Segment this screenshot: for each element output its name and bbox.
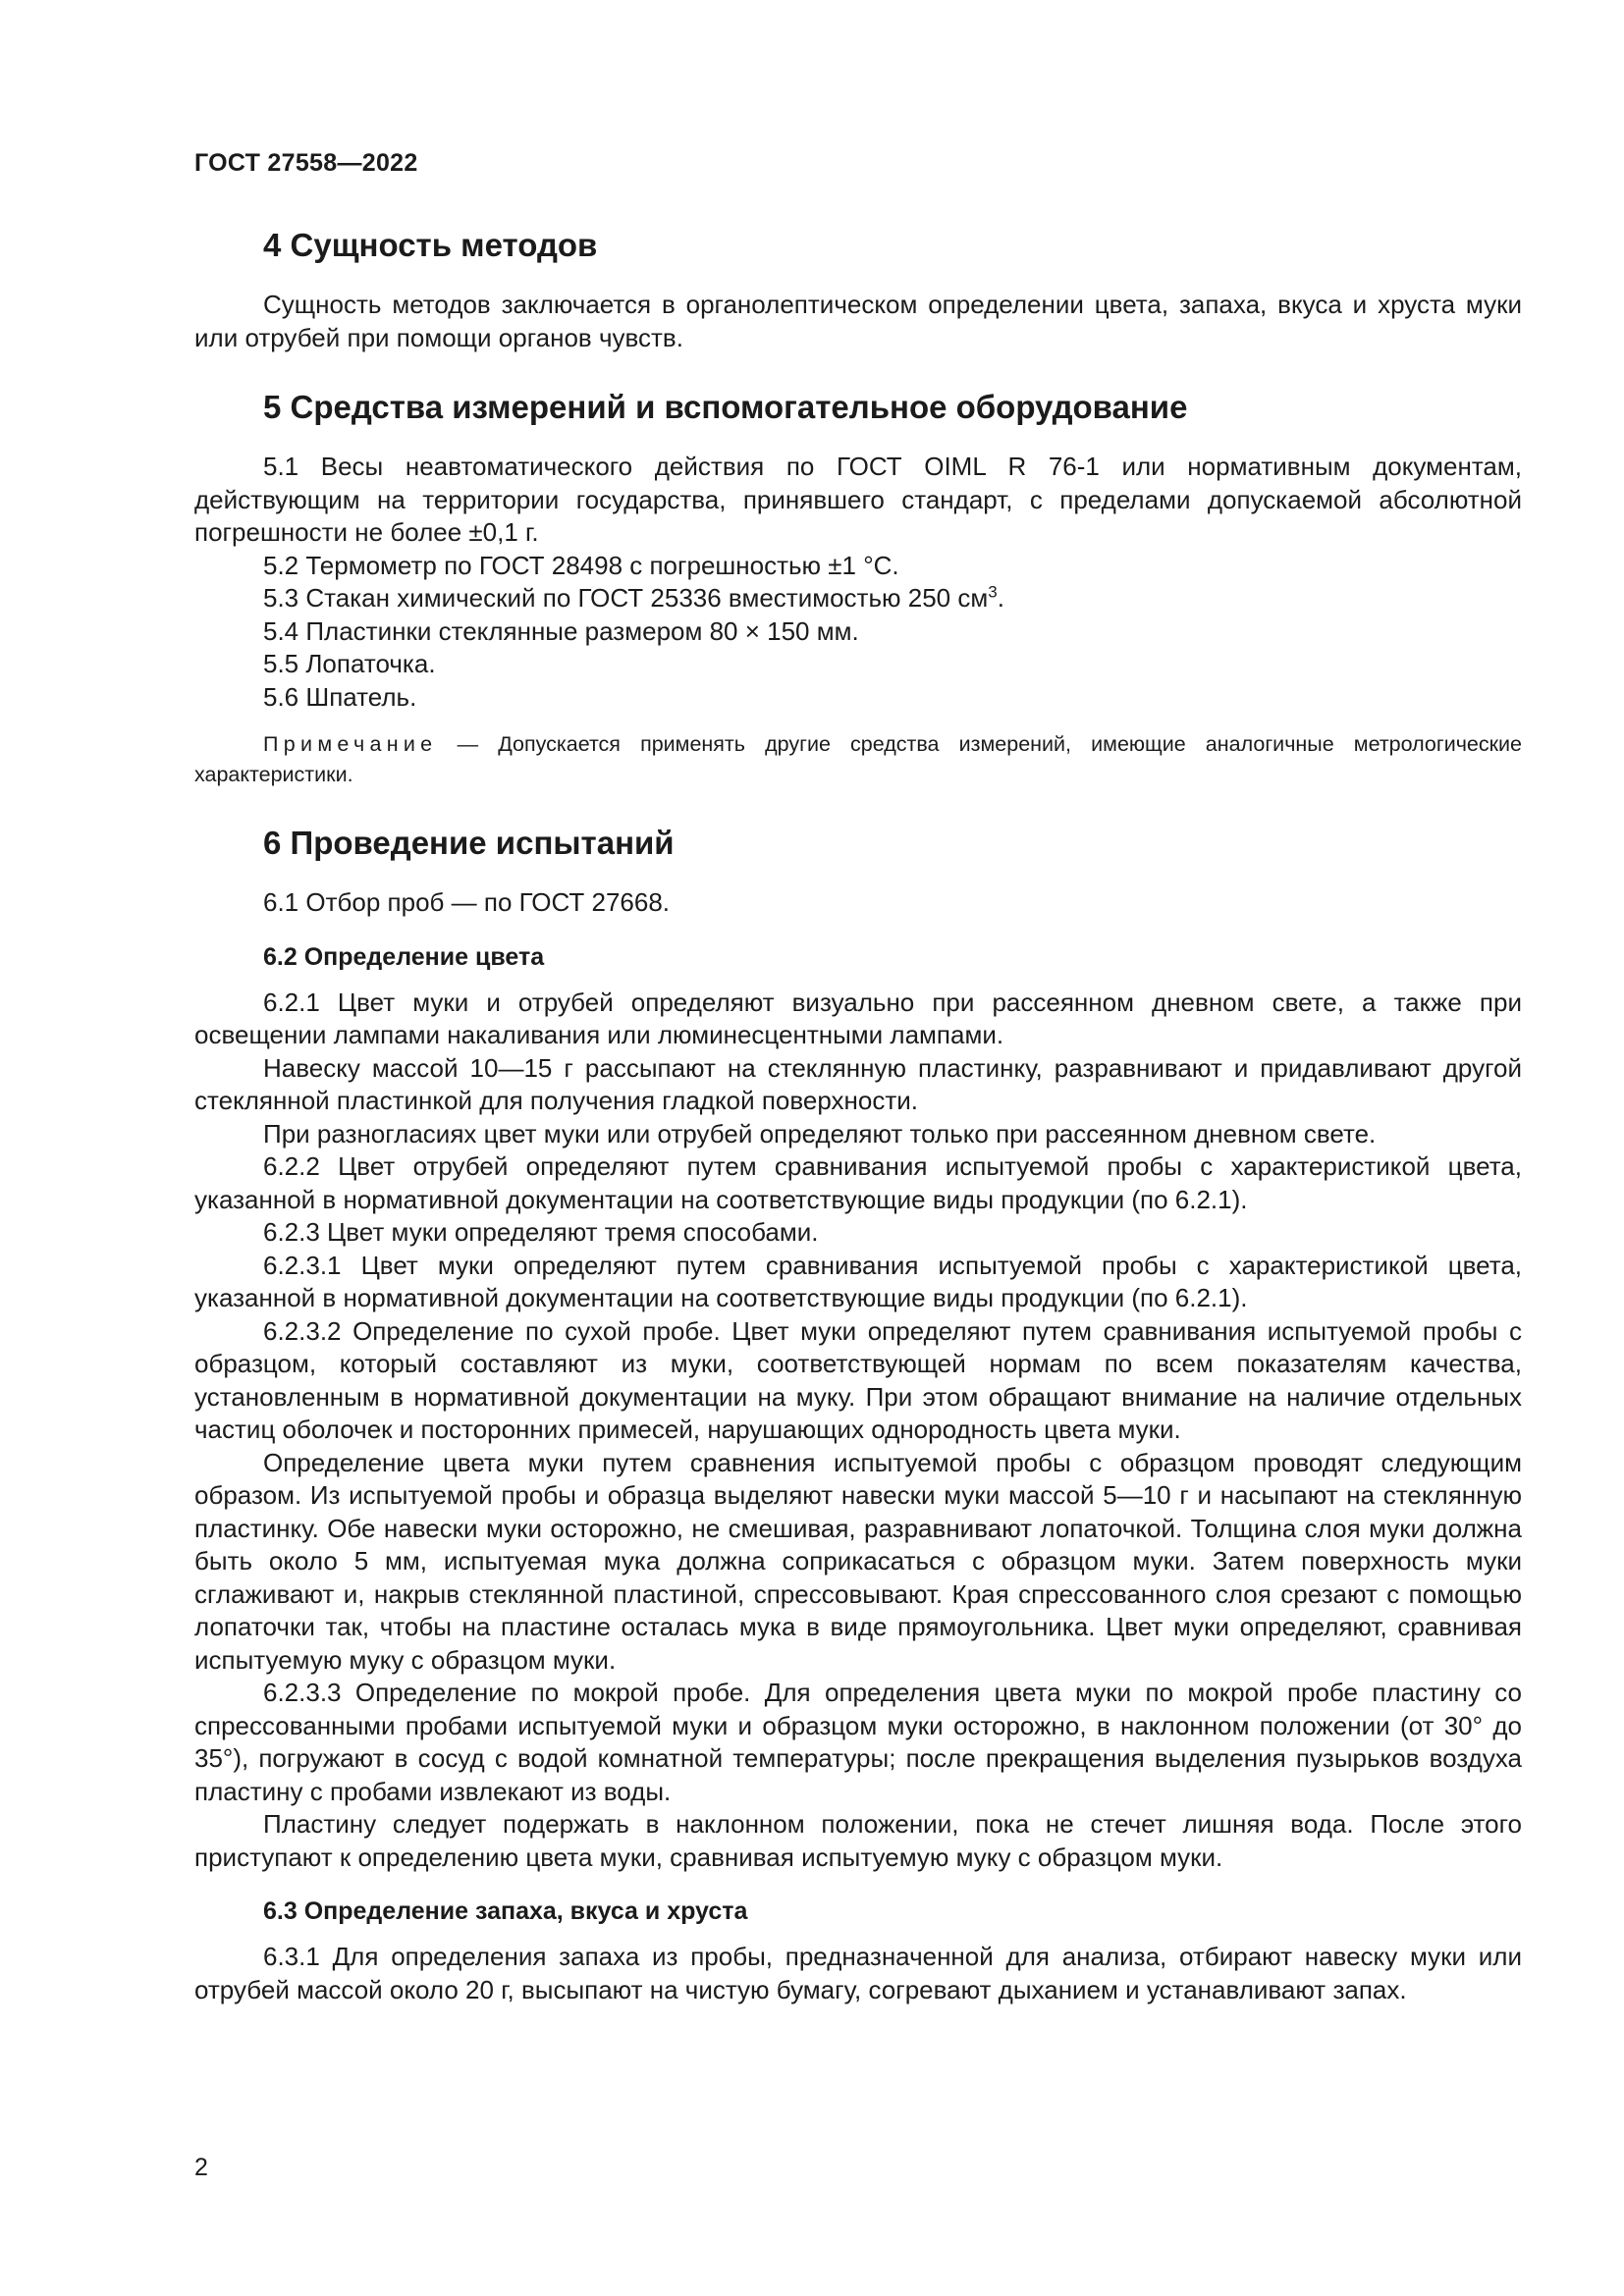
clause-6-2-2: 6.2.2 Цвет отрубей определяют путем сравнивания испытуемой пробы с характеристикой цвета, указанной в нормативной документации на соответствующие виды продукции (по 6.2.1).: [194, 1151, 1522, 1214]
subsection-6-2-heading: 6.2 Определение цвета: [263, 942, 545, 971]
clause-6-2-3-2: 6.2.3.2 Определение по сухой пробе. Цвет муки определяют путем сравнивания испытуемой пробы с образцом, который составляют из муки, соответствующей нормам по всем показателям качества, установленным в нормативной документации на муку. При этом обращают внимание на наличие отдельных частиц оболочек и посторонних примесей, нарушающих однородность цвета муки.: [194, 1315, 1522, 1444]
section-5-note: [194, 729, 1522, 790]
note-text: — Допускается применять другие средства измерений, имеющие аналогичные метрологические характеристики.: [194, 732, 1522, 786]
clause-5-3-text: 5.3 Стакан химический по ГОСТ 25336 вместимостью 250 см: [263, 583, 989, 613]
clause-5-2: 5.2 Термометр по ГОСТ 28498 с погрешностью ±1 °С.: [263, 550, 899, 580]
clause-5-5: 5.5 Лопаточка.: [263, 649, 436, 678]
clause-6-2-1: 6.2.1 Цвет муки и отрубей определяют визуально при рассеянном дневном свете, а также при освещении лампами накаливания или люминесцентными лампами.: [194, 987, 1522, 1049]
subsection-6-3-heading: 6.3 Определение запаха, вкуса и хруста: [263, 1897, 748, 1925]
section-5-heading: 5 Средства измерений и вспомогательное оборудование: [263, 389, 1188, 425]
section-4-paragraph: Сущность методов заключается в органолептическом определении цвета, запаха, вкуса и хруста муки или отрубей при помощи органов чувств.: [194, 290, 1522, 352]
clause-6-2-3-3: 6.2.3.3 Определение по мокрой пробе. Для определения цвета муки по мокрой пробе пластину со спрессованными пробами испытуемой муки и образцом муки осторожно, в наклонном положении (от 30° до 35°), погружают в сосуд с водой комнатной температуры; после прекращения выделения пузырьков воздуха пластину с пробами извлекают из воды.: [194, 1678, 1522, 1806]
paragraph-6-2-1-sample: Навеску массой 10—15 г рассыпают на стеклянную пластинку, разравнивают и придавливают другой стеклянной пластинкой для получения гладкой поверхности.: [194, 1052, 1522, 1115]
paragraph-6-2-1-dispute: При разногласиях цвет муки или отрубей определяют только при рассеянном дневном свете.: [263, 1118, 1377, 1148]
clause-5-4: 5.4 Пластинки стеклянные размером 80 × 150 мм.: [263, 615, 859, 646]
clause-6-2-3: 6.2.3 Цвет муки определяют тремя способами.: [263, 1217, 819, 1247]
clause-6-2-3-1: 6.2.3.1 Цвет муки определяют путем сравнивания испытуемой пробы с характеристикой цвета, указанной в нормативной документации на соответствующие виды продукции (по 6.2.1).: [194, 1250, 1522, 1312]
clause-5-1: 5.1 Весы неавтоматического действия по ГОСТ OIML R 76-1 или нормативным документам, действующим на территории государства, принявшего стандарт, с пределами допускаемой абсолютной погрешности не более ±0,1 г.: [194, 452, 1522, 547]
clause-5-3: [194, 582, 1522, 615]
clause-6-3-1: 6.3.1 Для определения запаха из пробы, предназначенной для анализа, отбирают навеску муки или отрубей массой около 20 г, высыпают на чистую бумагу, согревают дыханием и устанавливают запах.: [194, 1942, 1522, 2004]
clause-5-6: 5.6 Шпатель.: [263, 681, 417, 712]
document-code-header: ГОСТ 27558—2022: [194, 149, 418, 177]
section-4-heading: 4 Сущность методов: [263, 227, 598, 263]
clause-6-1: 6.1 Отбор проб — по ГОСТ 27668.: [263, 887, 671, 917]
paragraph-6-2-3-2-procedure: Определение цвета муки путем сравнения испытуемой пробы с образцом проводят следующим образом. Из испытуемой пробы и образца выделяют навески муки массой 5—10 г и насыпают на стеклянную пластинку. Обе навески муки осторожно, не смешивая, разравнивают лопаточкой. Толщина слоя муки должна быть около 5 мм, испытуемая мука должна соприкасаться с образцом муки. Затем поверхность муки сглаживают и, накрыв стеклянной пластиной, спрессовывают. Края спрессованного слоя срезают с помощью лопаточки так, чтобы на пластине осталась мука в виде прямоугольника. Цвет муки определяют, сравнивая испытуемую муку с образцом муки.: [194, 1447, 1522, 1675]
page-content: [194, 226, 1522, 2006]
page-number: 2: [194, 2154, 208, 2181]
note-label: Примечание: [263, 732, 438, 756]
clause-5-3-superscript: 3: [988, 582, 998, 602]
section-6-heading: 6 Проведение испытаний: [263, 825, 675, 861]
clause-5-3-end: .: [997, 583, 1004, 613]
paragraph-6-2-3-3-drain: Пластину следует подержать в наклонном положении, пока не стечет лишняя вода. После этого приступают к определению цвета муки, сравнивая испытуемую муку с образцом муки.: [194, 1809, 1522, 1872]
